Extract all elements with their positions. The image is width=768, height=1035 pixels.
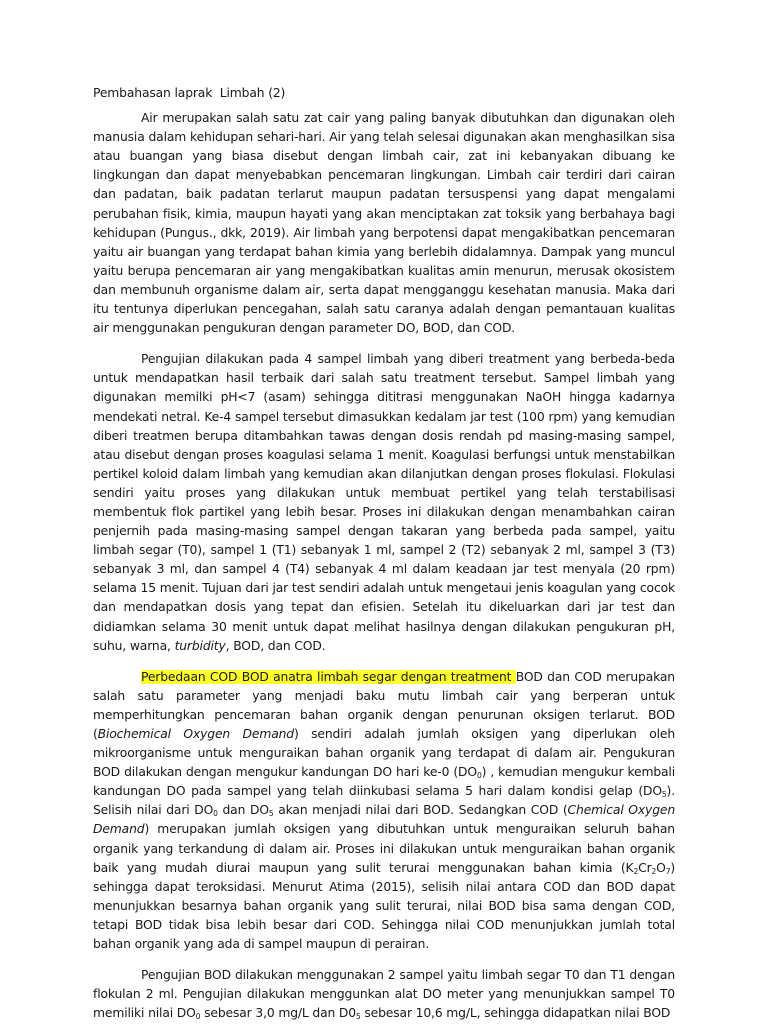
- paragraph-text: Pengujian dilakukan pada 4 sampel limbah yang diberi treatment yang berbeda-beda untuk mendapatkan hasil terbaik dari salah satu treatment tersebut. Sampel limbah yang digunakan memilki pH<7 (asam) sehingga dititrasi menggunakan NaOH hingga kadarnya mendekati netral. Ke-4 sampel tersebut dimasukkan kedalam jar test (100 rpm) yang kemudian diberi treatmen berupa ditambahkan tawas dengan dosis rendah pd masing-masing sampel, atau disebut dengan proses koagulasi selama 1 menit. Koagulasi berfungsi untuk menstabilkan pertikel koloid dalam limbah yang kemudian akan dilanjutkan dengan proses flokulasi. Flokulasi sendiri yaitu proses yang dilakukan untuk membuat pertikel yang telah terstabilisasi membentuk flok partikel yang lebih besar. Proses ini dilakukan dengan menambahkan cairan penjernih pada masing-masing sampel dengan takaran yang berbeda pada sampel, yaitu limbah segar (T0), sampel 1 (T1) sebanyak 1 ml, sampel 2 (T2) sebanyak 2 ml, sampel 3 (T3) sebanyak 3 ml, dan sampel 4 (T4) sebanyak 4 ml dalam keadaan jar test menyala (20 rpm) selama 15 menit. Tujuan dari jar test sendiri adalah untuk mengetaui jenis koagulan yang cocok dan mendapatkan dosis yang tepat dan efisien. Setelah itu dikeluarkan dari jar test dan didiamkan selama 30 menit untuk dapat melihat hasilnya dengan dilakukan pengukuran pH, suhu, warna,: [93, 352, 675, 653]
- italic-term: Chemical Oxygen Demand: [93, 803, 675, 837]
- paragraph-text: BOD dan COD merupakan salah satu parameter yang menjadi baku mutu limbah cair yang berperan untuk memperhitungkan pencemaran bahan organik dengan penurunan oksigen terlarut. BOD (: [93, 669, 675, 741]
- paragraph-text: sebesar 10,6 mg/L, sehingga didapatkan nilai BOD: [360, 1006, 671, 1021]
- paragraph-text: dan DO: [217, 803, 269, 818]
- subscript: 7: [665, 866, 671, 876]
- subscript: 5: [268, 809, 274, 819]
- subscript: 5: [661, 790, 667, 800]
- subscript: 0: [476, 771, 482, 781]
- highlighted-heading: Perbedaan COD BOD anatra limbah segar dengan treatment: [141, 669, 516, 684]
- paragraph-text: ) , kemudian mengukur kembali kandungan DO pada sampel yang telah diinkubasi selama 5 hari dalam kondisi gelap (DO: [93, 765, 675, 799]
- paragraph-text: , BOD, dan COD.: [225, 638, 326, 653]
- paragraph-text: sebesar 3,0 mg/L dan D0: [200, 1006, 356, 1021]
- paragraph-text: Cr: [638, 860, 652, 875]
- subscript: 0: [213, 809, 218, 819]
- paragraph-text: akan menjadi nilai dari BOD. Sedangkan COD (: [273, 803, 568, 818]
- subscript: 2: [633, 866, 639, 876]
- paragraph-text: ). Selisih nilai dari DO: [93, 784, 675, 818]
- paragraph-intro: [93, 109, 675, 338]
- paragraph-text: Pengujian BOD dilakukan menggunakan 2 sampel yaitu limbah segar T0 dan T1 dengan flokulan 2 ml. Pengujian dilakukan menggunkan alat DO meter yang menunjukkan sampel T0 memiliki nilai DO: [93, 968, 675, 1021]
- subscript: 0: [195, 1012, 201, 1022]
- paragraph-bod-test: [93, 966, 675, 1023]
- subscript: 2: [651, 866, 657, 876]
- document-page: [93, 84, 675, 1035]
- italic-term: Biochemical Oxygen Demand: [97, 727, 294, 741]
- document-title: Pembahasan laprak Limbah (2): [93, 86, 286, 100]
- paragraph-text: ) sehingga dapat teroksidasi. Menurut Atima (2015), selisih nilai antara COD dan BOD dapat menunjukkan besarnya bahan organik yang sulit terurai, nilai BOD bisa sama dengan COD, tetapi BOD tidak bisa lebih besar dari COD. Sehingga nilai COD menunjukkan jumlah total bahan organik yang ada di sampel maupun di perairan.: [93, 860, 675, 952]
- paragraph-text: O: [656, 860, 666, 875]
- paragraph-procedure: [93, 350, 675, 656]
- paragraph-text: ) sendiri adalah jumlah oksigen yang diperlukan oleh mikroorganisme untuk menguraikan bahan organik yang terdapat di dalam air. Pengukuran BOD dilakukan dengan mengukur kandungan DO hari ke-0 (DO: [93, 727, 675, 780]
- italic-term: turbidity: [174, 638, 226, 653]
- paragraph-text: ) merupakan jumlah oksigen yang dibutuhkan untuk menguraikan seluruh bahan organik yang terkandung di dalam air. Proses ini dilakukan untuk menguraikan bahan organik baik yang mudah diurai maupun yang sulit terurai menggunakan bahan kimia (K: [93, 822, 675, 875]
- paragraph-text: Air merupakan salah satu zat cair yang paling banyak dibutuhkan dan digunakan oleh manusia dalam kehidupan sehari-hari. Air yang telah selesai digunakan akan menghasilkan sisa atau buangan yang biasa disebut dengan limbah cair, zat ini kebanyakan dibuang ke lingkungan dan dapat menyebabkan pencemaran lingkungan. Limbah cair terdiri dari cairan dan padatan, baik padatan terlarut maupun padatan tersuspensi yang dapat mengalami perubahan fisik, kimia, maupun hayati yang akan menciptakan zat toksik yang berbahaya bagi kehidupan (Pungus., dkk, 2019). Air limbah yang berpotensi dapat mengakibatkan pencemaran yaitu air buangan yang terdapat bahan kimia yang berlebih didalamnya. Dampak yang muncul yaitu berupa pencemaran air yang mengakibatkan kualitas amin menurun, merusak okosistem dan membunuh organisme dalam air, serta dapat mengganggu kesehatan manusia. Maka dari itu tentunya diperlukan pencegahan, salah satu caranya adalah dengan pemantauan kualitas air menggunakan pengukuran dengan parameter DO, BOD, dan COD.: [93, 111, 675, 336]
- subscript: 5: [356, 1012, 361, 1022]
- paragraph-bod-cod: [93, 668, 675, 954]
